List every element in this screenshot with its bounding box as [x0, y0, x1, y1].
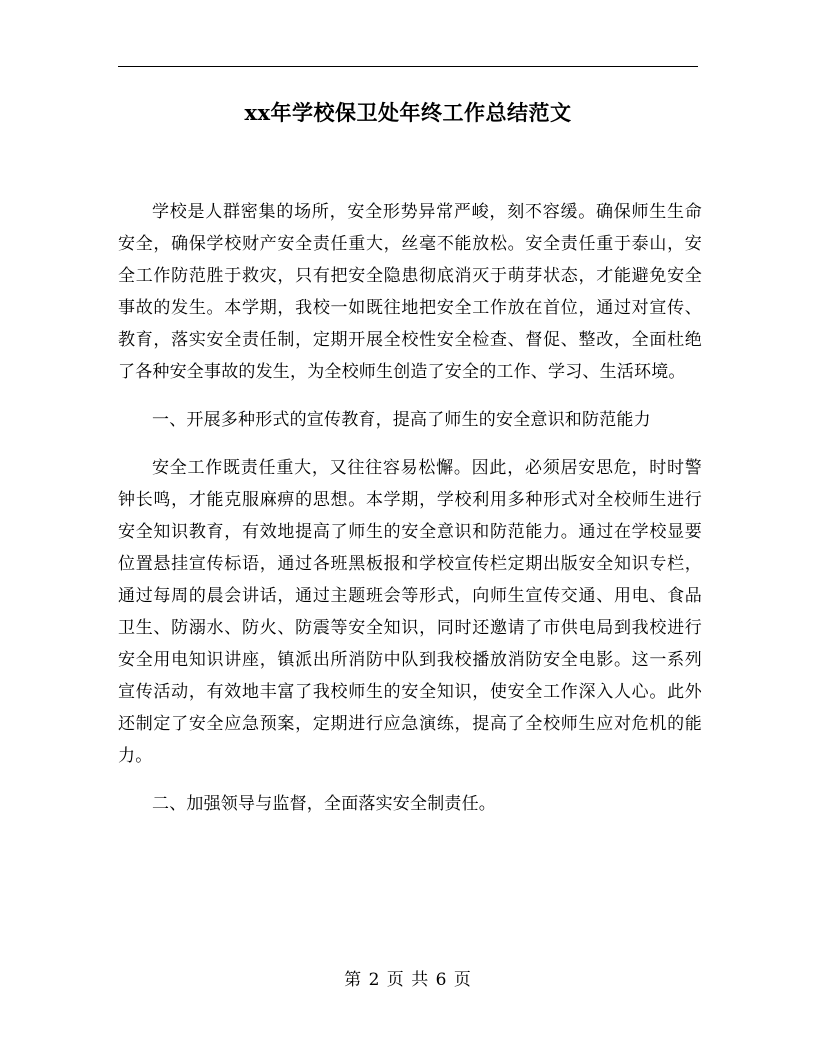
document-title: xx年学校保卫处年终工作总结范文 — [244, 100, 572, 125]
document-body — [118, 196, 702, 820]
section-heading-1: 一、开展多种形式的宣传教育，提高了师生的安全意识和防范能力 — [152, 410, 651, 430]
paragraph-intro: 学校是人群密集的场所，安全形势异常严峻，刻不容缓。确保师生生命安全，确保学校财产安全责任重大，丝毫不能放松。安全责任重于泰山，安全工作防范胜于救灾，只有把安全隐患彻底消灭于萌芽状态，才能避免安全事故的发生。本学期，我校一如既往地把安全工作放在首位，通过对宣传、教育，落实安全责任制，定期开展全校性安全检查、督促、整改，全面杜绝了各种安全事故的发生，为全校师生创造了安全的工作、学习、生活环境。 — [118, 202, 702, 382]
paragraph-section-1: 安全工作既责任重大，又往往容易松懈。因此，必须居安思危，时时警钟长鸣，才能克服麻痹的思想。本学期，学校利用多种形式对全校师生进行安全知识教育，有效地提高了师生的安全意识和防范能力。通过在学校显要位置悬挂宣传标语，通过各班黑板报和学校宣传栏定期出版安全知识专栏，通过每周的晨会讲话，通过主题班会等形式，向师生宣传交通、用电、食品卫生、防溺水、防火、防震等安全知识，同时还邀请了市供电局到我校进行安全用电知识讲座，镇派出所消防中队到我校播放消防安全电影。这一系列宣传活动，有效地丰富了我校师生的安全知识，使安全工作深入人心。此外还制定了安全应急预案，定期进行应急演练，提高了全校师生应对危机的能力。 — [118, 458, 702, 766]
header-rule — [118, 66, 698, 67]
page-number: 第 2 页 共 6 页 — [344, 970, 472, 990]
section-heading-2: 二、加强领导与监督，全面落实安全制责任。 — [152, 794, 496, 814]
